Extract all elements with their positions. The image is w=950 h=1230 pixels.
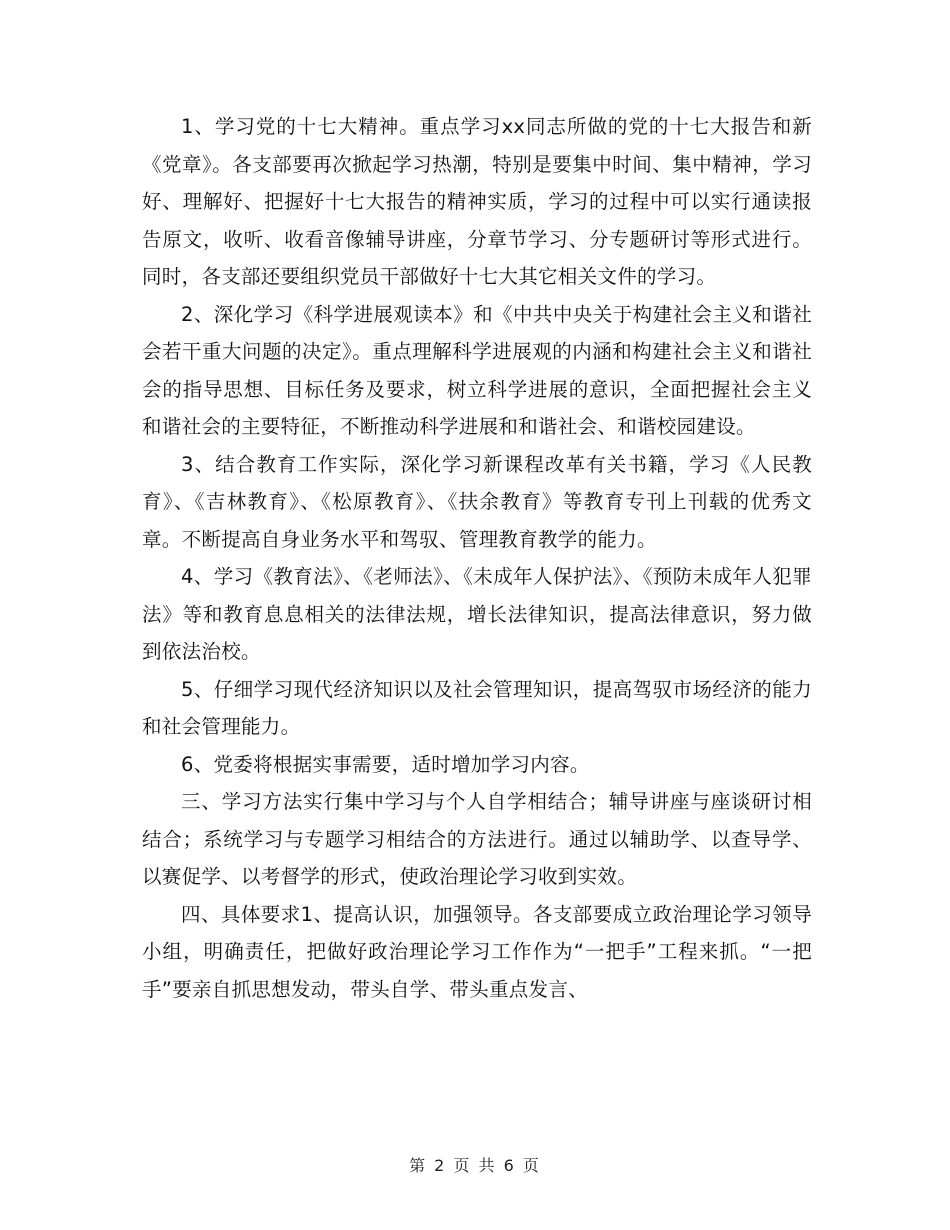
paragraph-scientific-development: 2、深化学习《科学进展观读本》和《中共中央关于构建社会主义和谐社会若干重大问题的决定》。重点理解科学进展观的内涵和构建社会主义和谐社会的指导思想、目标任务及要求，树立科学进展的意识，全面把握社会主义和谐社会的主要特征，不断推动科学进展和和谐社会、和谐校园建设。 [142, 302, 812, 438]
paragraph-education-law: 4、学习《教育法》、《老师法》、《未成年人保护法》、《预防未成年人犯罪法》等和教育息息相关的法律法规，增长法律知识，提高法律意识，努力做到依法治校。 [142, 565, 812, 663]
paragraph-study-19th-spirit: 1、学习党的十七大精神。重点学习xx同志所做的党的十七大报告和新《党章》。各支部要再次掀起学习热潮，特别是要集中时间、集中精神，学习好、理解好、把握好十七大报告的精神实质，学习的过程中可以实行通读报告原文，收听、收看音像辅导讲座，分章节学习、分专题研讨等形式进行。同时，各支部还要组织党员干部做好十七大其它相关文件的学习。 [142, 115, 812, 288]
paragraph-economics-management: 5、仔细学习现代经济知识以及社会管理知识，提高驾驭市场经济的能力和社会管理能力。 [142, 677, 812, 738]
paragraph-specific-requirements: 四、具体要求1、提高认识，加强领导。各支部要成立政治理论学习领导小组，明确责任，把做好政治理论学习工作作为“一把手”工程来抓。“一把手”要亲自抓思想发动，带头自学、带头重点发言、 [142, 902, 812, 1001]
page-footer: 第 2 页 共 6 页 [409, 1156, 541, 1175]
paragraph-additional-content: 6、党委将根据实事需要，适时增加学习内容。 [181, 752, 590, 776]
document-body [142, 108, 812, 1008]
paragraph-education-reform: 3、结合教育工作实际，深化学习新课程改革有关书籍，学习《人民教育》、《吉林教育》、《松原教育》、《扶余教育》等教育专刊上刊载的优秀文章。不断提高自身业务水平和驾驭、管理教育教学的能力。 [142, 452, 812, 551]
paragraph-study-methods: 三、学习方法实行集中学习与个人自学相结合；辅导讲座与座谈研讨相结合；系统学习与专题学习相结合的方法进行。通过以辅助学、以查导学、以赛促学、以考督学的形式，使政治理论学习收到实效。 [142, 790, 812, 888]
